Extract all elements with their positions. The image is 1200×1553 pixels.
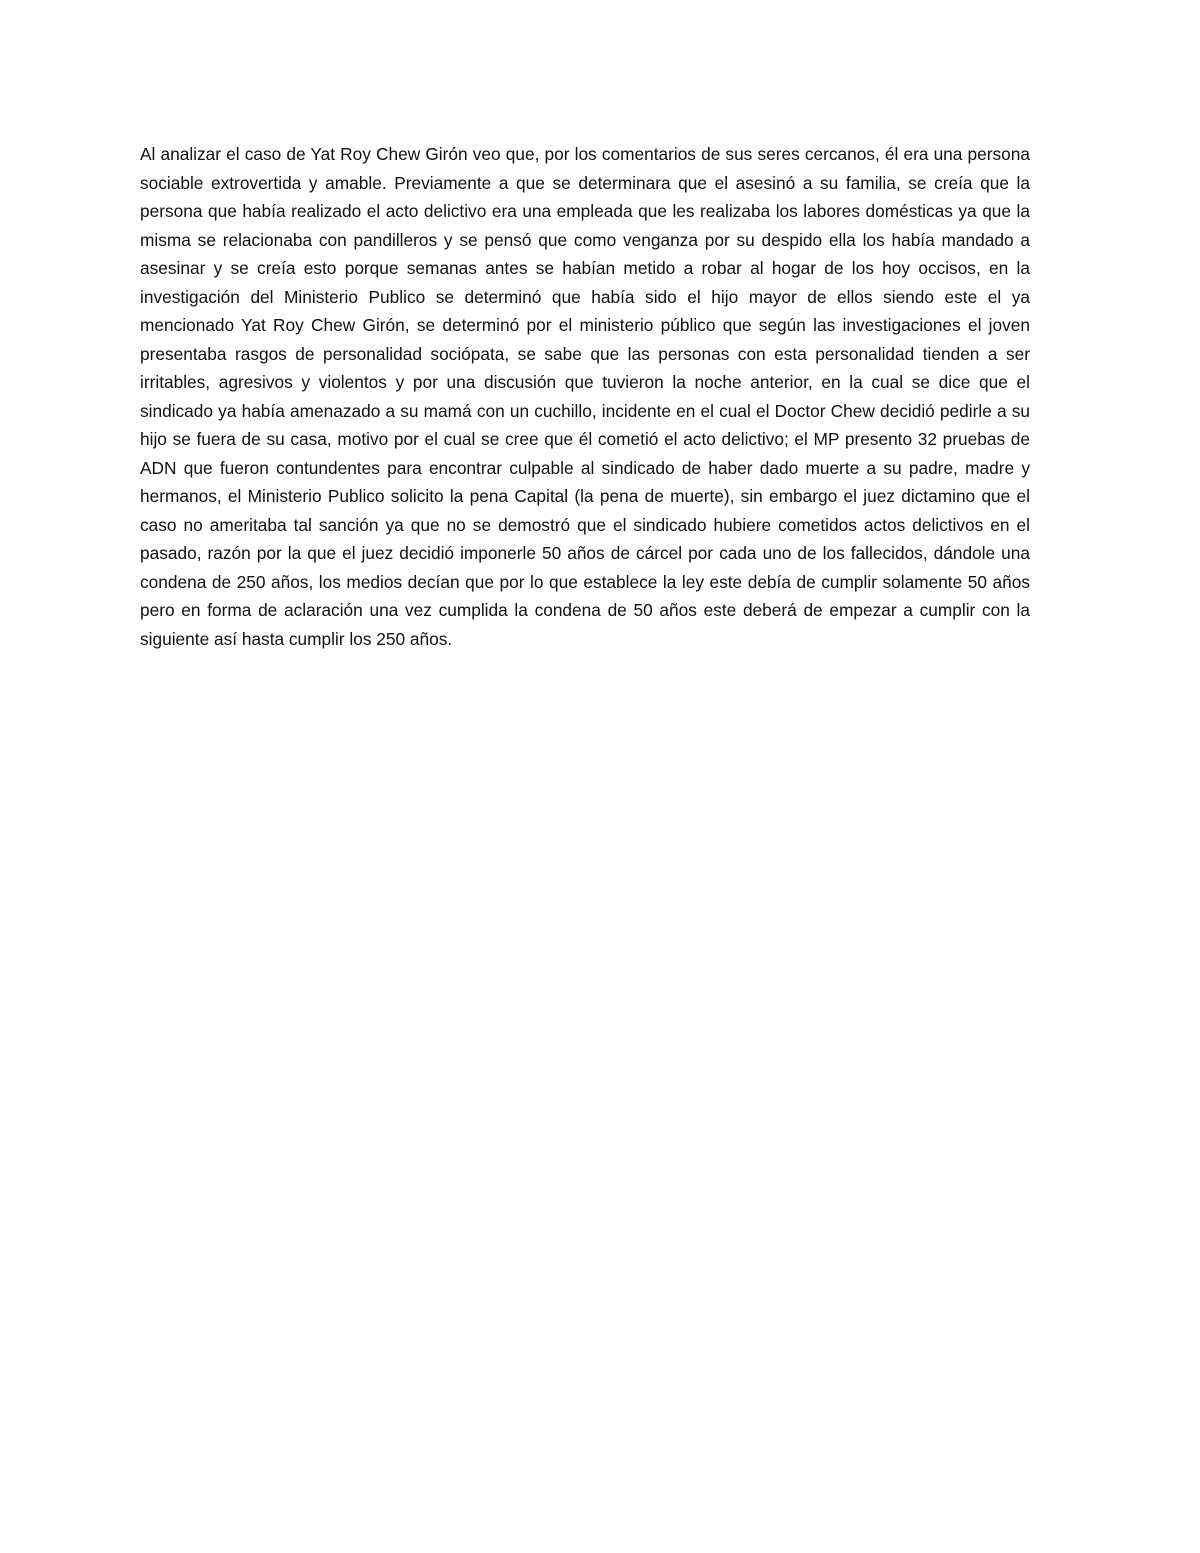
- body-text: [140, 140, 1030, 653]
- paragraph: Al analizar el caso de Yat Roy Chew Girón veo que, por los comentarios de sus seres cercanos, él era una persona sociable extrovertida y amable. Previamente a que se determinara que el asesinó a su familia, se creía que la persona que había realizado el acto delictivo era una empleada que les realizaba los labores domésticas ya que la misma se relacionaba con pandilleros y se pensó que como venganza por su despido ella los había mandado a asesinar y se creía esto porque semanas antes se habían metido a robar al hogar de los hoy occisos, en la investigación del Ministerio Publico se determinó que había sido el hijo mayor de ellos siendo este el ya mencionado Yat Roy Chew Girón, se determinó por el ministerio público que según las investigaciones el joven presentaba rasgos de personalidad sociópata, se sabe que las personas con esta personalidad tienden a ser irritables, agresivos y violentos y por una discusión que tuvieron la noche anterior, en la cual se dice que el sindicado ya había amenazado a su mamá con un cuchillo, incidente en el cual el Doctor Chew decidió pedirle a su hijo se fuera de su casa, motivo por el cual se cree que él cometió el acto delictivo; el MP presento 32 pruebas de ADN que fueron contundentes para encontrar culpable al sindicado de haber dado muerte a su padre, madre y hermanos, el Ministerio Publico solicito la pena Capital (la pena de muerte), sin embargo el juez dictamino que el caso no ameritaba tal sanción ya que no se demostró que el sindicado hubiere cometidos actos delictivos en el pasado, razón por la que el juez decidió imponerle 50 años de cárcel por cada uno de los fallecidos, dándole una condena de 250 años, los medios decían que por lo que establece la ley este debía de cumplir solamente 50 años pero en forma de aclaración una vez cumplida la condena de 50 años este deberá de empezar a cumplir con la siguiente así hasta cumplir los 250 años.: [140, 144, 1030, 649]
